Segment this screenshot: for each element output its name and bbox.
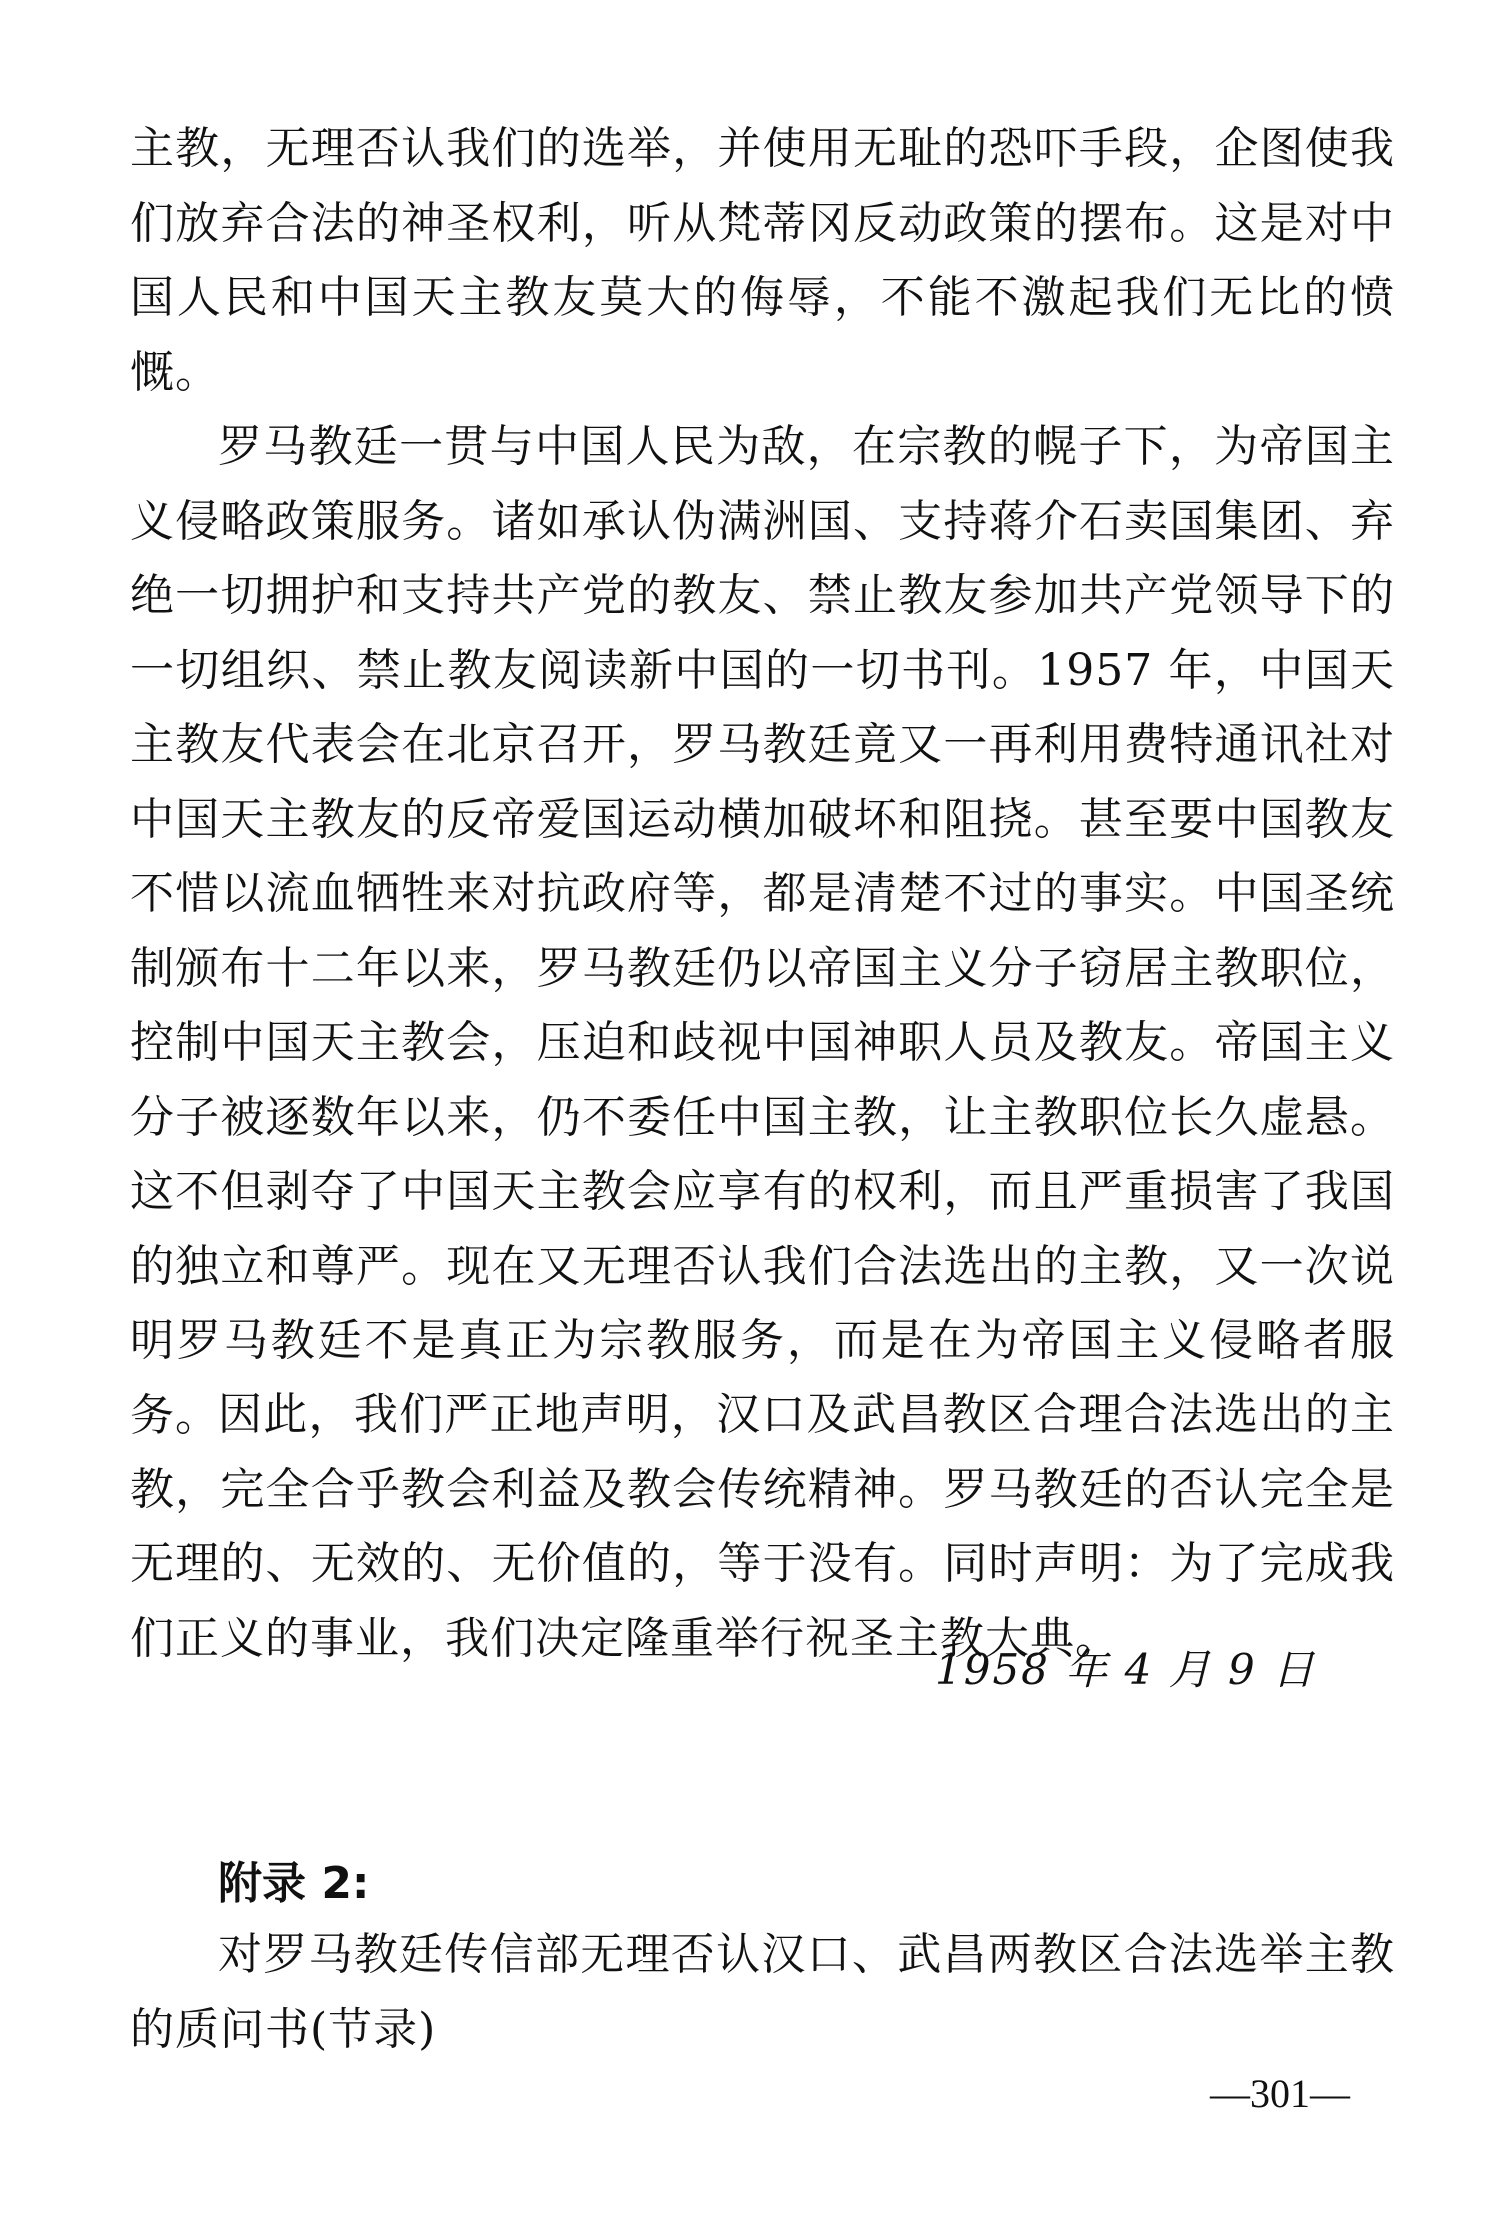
paragraph-continuation (130, 112, 1395, 410)
paragraph-1: 主教，无理否认我们的选举，并使用无耻的恐吓手段，企图使我们放弃合法的神圣权利，听从梵蒂冈反动政策的摆布。这是对中国人民和中国天主教友莫大的侮辱，不能不激起我们无比的愤慨。 (130, 123, 1395, 398)
document-date: 1958 年 4 月 9 日 (935, 1645, 1317, 1694)
appendix-title: 对罗马教廷传信部无理否认汉口、武昌两教区合法选举主教的质问书(节录) (130, 1929, 1395, 2055)
appendix-heading: 附录 2: (218, 1858, 370, 1909)
paragraph-block-2 (130, 410, 1395, 1453)
paragraph-2: 罗马教廷一贯与中国人民为敌，在宗教的幌子下，为帝国主义侵略政策服务。诸如承认伪满洲国、支持蒋介石卖国集团、弃绝一切拥护和支持共产党的教友、禁止教友参加共产党领导下的一切组织、禁止教友阅读新中国的一切书刊。1957 年，中国天主教友代表会在北京召开，罗马教廷竟又一再利用费特通讯社对中国天主教友的反帝爱国运动横加破坏和阻挠。甚至要中国教友不惜以流血牺牲来对抗政府等，都是清楚不过的事实。中国圣统制颁布十二年以来，罗马教廷仍以帝国主义分子窃居主教职位，控制中国天主教会，压迫和歧视中国神职人员及教友。帝国主义分子被逐数年以来，仍不委任中国主教，让主教职位长久虚悬。这不但剥夺了中国天主教会应享有的权利，而且严重损害了我国的独立和尊严。现在又无理否认我们合法选出的主教，又一次说明罗马教廷不是真正为宗教服务，而是在为帝国主义侵略者服务。 (130, 421, 1395, 1441)
paragraph-block-3 (130, 1378, 1395, 1676)
page-number: —301— (1210, 2071, 1350, 2116)
paragraph-3: 因此，我们严正地声明，汉口及武昌教区合理合法选出的主教，完全合乎教会利益及教会传统精神。罗马教廷的否认完全是无理的、无效的、无价值的，等于没有。同时声明：为了完成我们正义的事业，我们决定隆重举行祝圣主教大典。 (130, 1389, 1395, 1664)
